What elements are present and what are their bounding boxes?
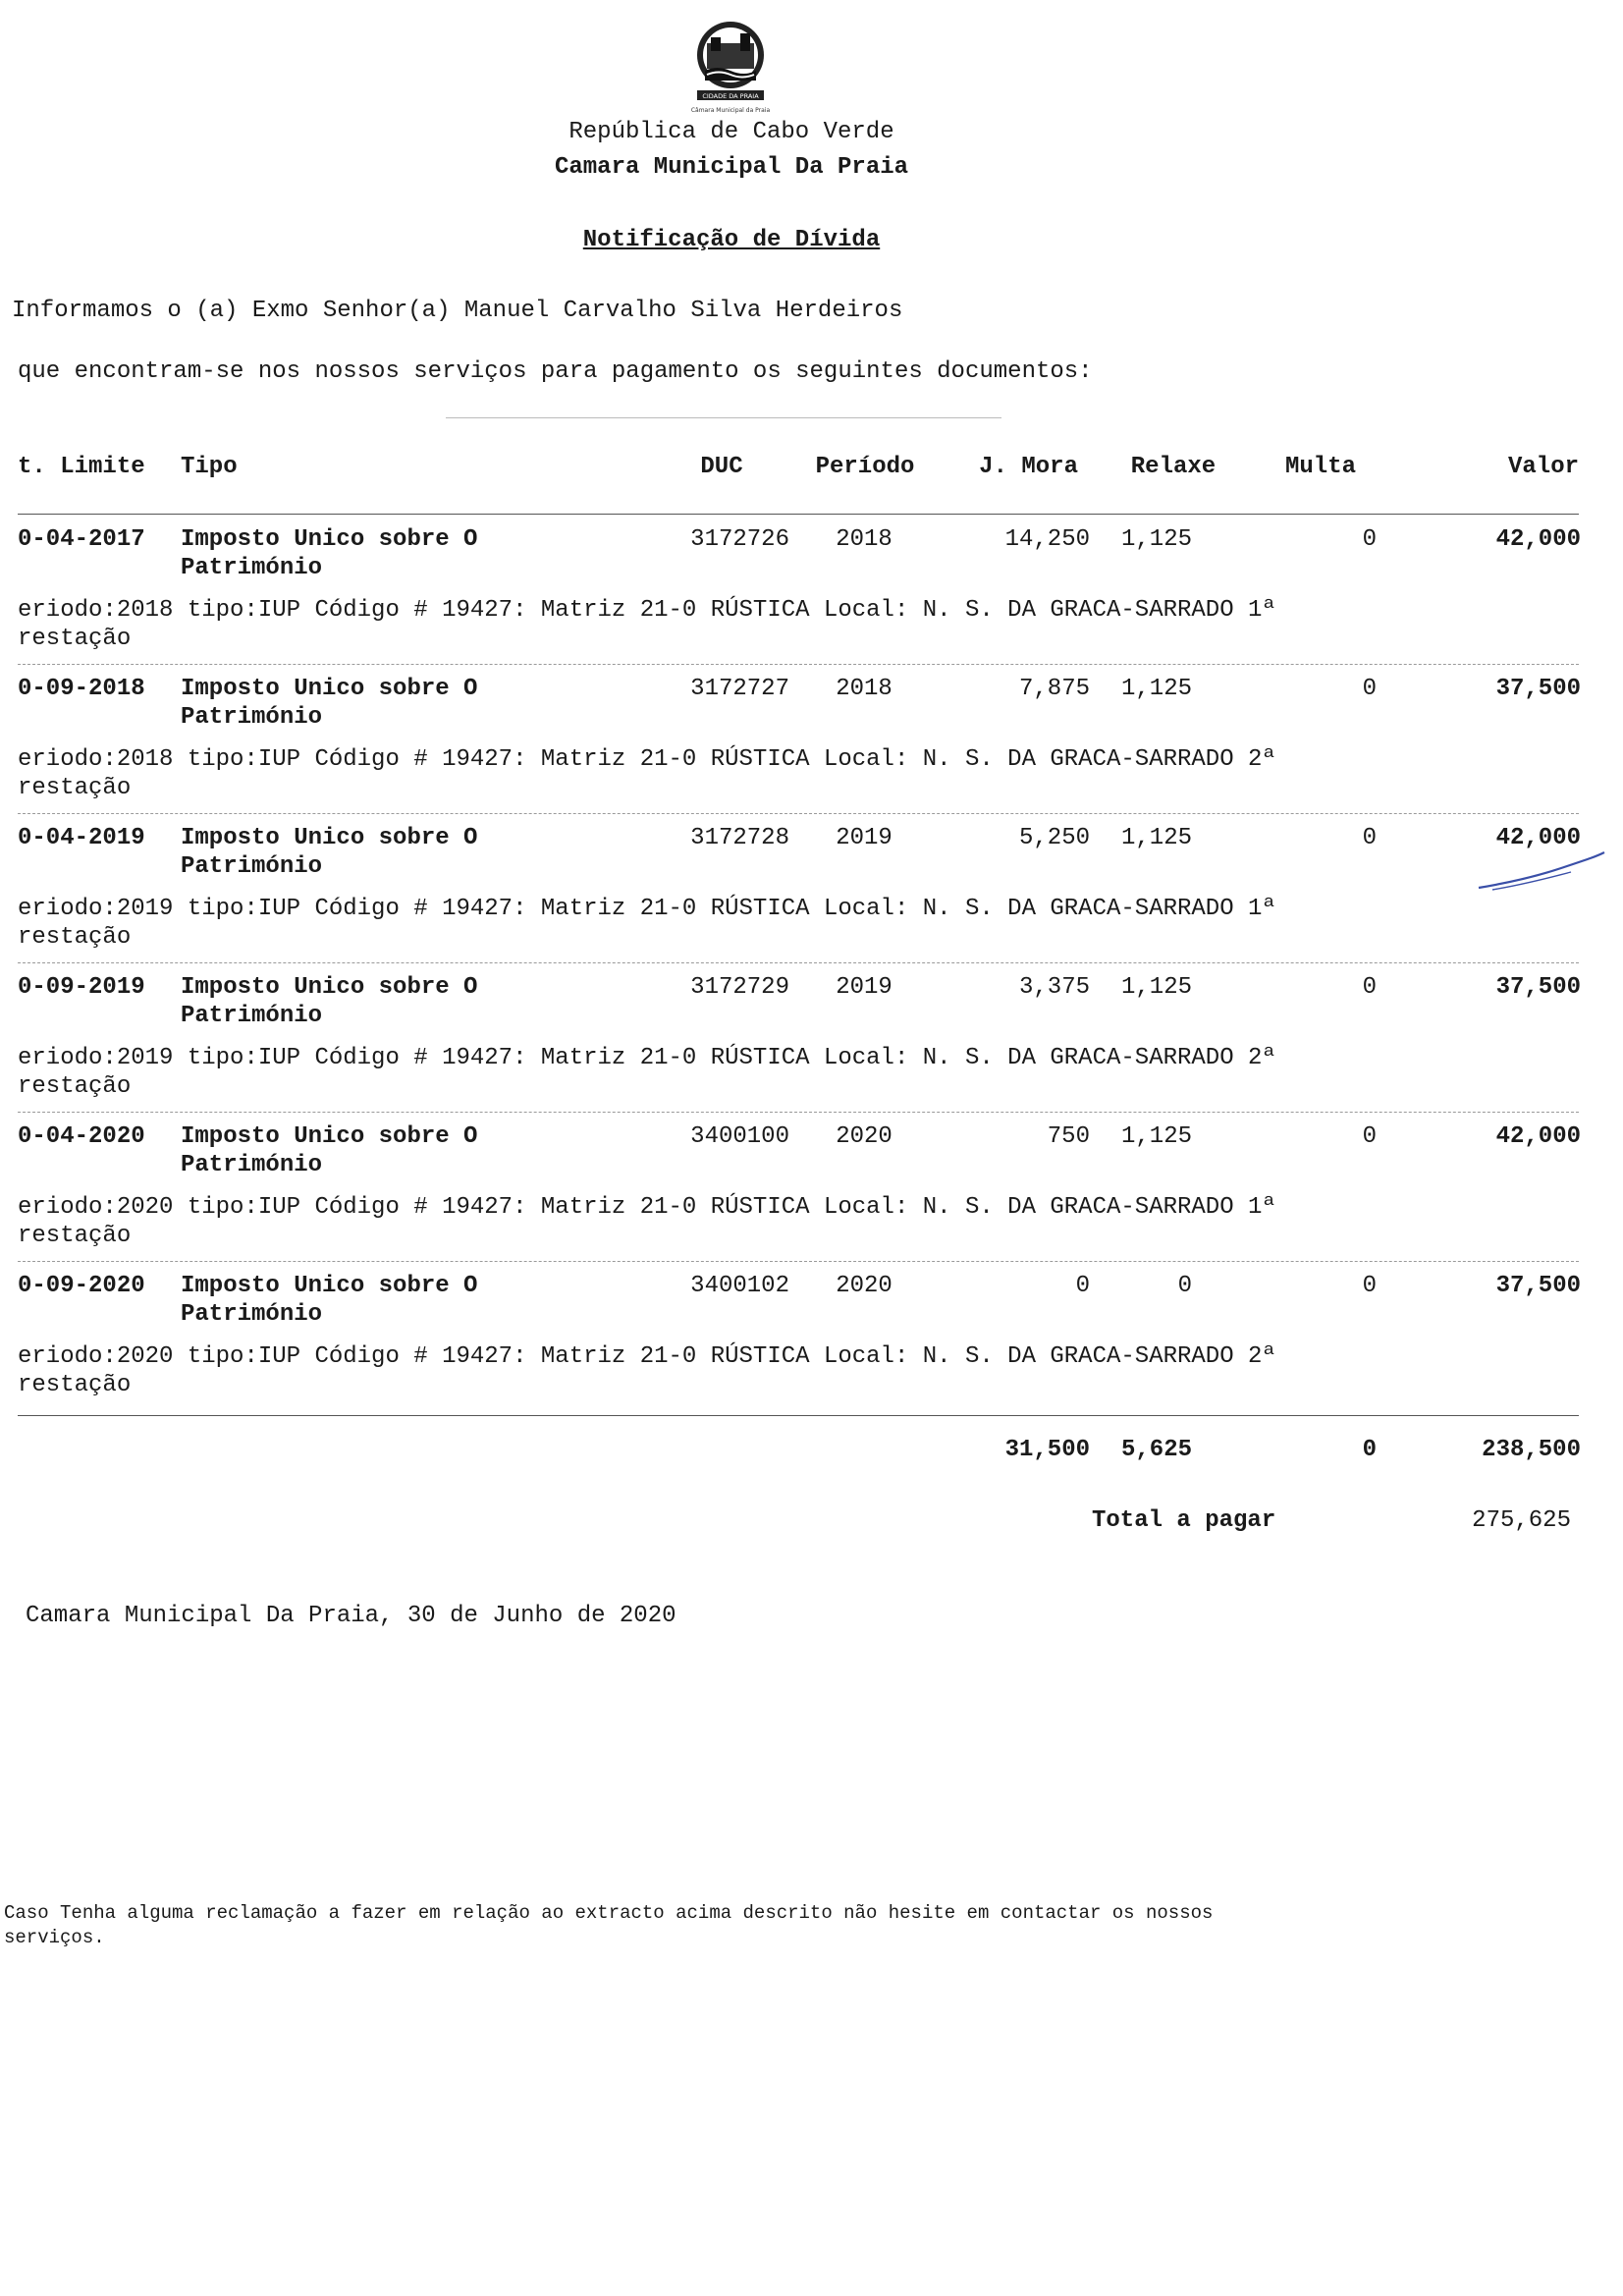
row-duc: 3172728	[690, 825, 789, 851]
document-title: Notificação de Dívida	[582, 227, 881, 253]
row-valor: 42,000	[1495, 825, 1581, 851]
institution-heading: Camara Municipal Da Praia	[554, 154, 909, 181]
row-periodo: 2020	[836, 1123, 893, 1150]
row-periodo: 2018	[836, 676, 893, 702]
col-header-relaxe: Relaxe	[1130, 454, 1217, 480]
row-mora: 750	[1047, 1123, 1090, 1150]
row-relaxe: 1,125	[1120, 1123, 1192, 1150]
row-divider	[18, 664, 1579, 665]
row-description-line2: restação	[18, 626, 132, 652]
row-tipo1: Imposto Unico sobre O	[181, 1273, 478, 1299]
col-header-periodo: Período	[815, 454, 915, 480]
row-tipo1: Imposto Unico sobre O	[181, 526, 478, 553]
row-multa: 0	[1362, 676, 1377, 702]
col-header-tipo: Tipo	[181, 454, 238, 480]
row-valor: 37,500	[1495, 676, 1581, 702]
col-header-limite: t. Limite	[18, 454, 145, 480]
municipal-emblem-logo	[672, 16, 789, 120]
row-tipo-line2: Património	[181, 1152, 323, 1178]
row-relaxe: 1,125	[1120, 825, 1192, 851]
logo-caption-text: Câmara Municipal da Praia	[690, 107, 771, 114]
row-limite: 0-09-2018	[18, 676, 145, 702]
col-header-mora: J. Mora	[979, 454, 1078, 480]
header-divider	[18, 514, 1579, 515]
col-header-valor: Valor	[1507, 454, 1579, 480]
row-periodo: 2018	[836, 526, 893, 553]
complaint-note-line1: Caso Tenha alguma reclamação a fazer em relação ao extracto acima descrito não hesite em contactar os nossos	[4, 1902, 1214, 1924]
intro-divider	[446, 417, 1001, 418]
row-description: eriodo:2019 tipo:IUP Código # 19427: Matriz 21-0 RÚSTICA Local: N. S. DA GRACA-SARRADO 2ª	[18, 1045, 1276, 1071]
pen-signature-mark	[1473, 850, 1610, 896]
total-pay-value: 275,625	[1472, 1507, 1571, 1534]
row-divider	[18, 962, 1579, 963]
row-relaxe: 1,125	[1120, 526, 1192, 553]
total-relaxe: 5,625	[1120, 1437, 1192, 1463]
row-valor: 37,500	[1495, 974, 1581, 1001]
complaint-note-line2: serviços.	[4, 1927, 105, 1948]
row-periodo: 2019	[836, 825, 893, 851]
row-relaxe: 1,125	[1120, 676, 1192, 702]
total-mora: 31,500	[1004, 1437, 1090, 1463]
intro-statement: que encontram-se nos nossos serviços para pagamento os seguintes documentos:	[18, 358, 1093, 385]
row-description: eriodo:2018 tipo:IUP Código # 19427: Matriz 21-0 RÚSTICA Local: N. S. DA GRACA-SARRADO 1ª	[18, 597, 1276, 624]
row-tipo-line2: Património	[181, 704, 323, 731]
republic-heading: República de Cabo Verde	[568, 119, 894, 145]
row-valor: 42,000	[1495, 1123, 1581, 1150]
row-limite: 0-04-2017	[18, 526, 145, 553]
row-description-line2: restação	[18, 1073, 132, 1100]
row-mora: 5,250	[1018, 825, 1090, 851]
row-mora: 14,250	[1004, 526, 1090, 553]
row-description-line2: restação	[18, 1223, 132, 1249]
row-tipo-line2: Património	[181, 1003, 323, 1029]
row-tipo1: Imposto Unico sobre O	[181, 1123, 478, 1150]
row-valor: 42,000	[1495, 526, 1581, 553]
total-valor: 238,500	[1482, 1437, 1581, 1463]
row-duc: 3172727	[690, 676, 789, 702]
row-duc: 3172726	[690, 526, 789, 553]
row-limite: 0-09-2020	[18, 1273, 145, 1299]
total-pay-label: Total a pagar	[1092, 1507, 1276, 1534]
row-description: eriodo:2020 tipo:IUP Código # 19427: Matriz 21-0 RÚSTICA Local: N. S. DA GRACA-SARRADO 1ª	[18, 1194, 1276, 1221]
intro-recipient: Informamos o (a) Exmo Senhor(a) Manuel Carvalho Silva Herdeiros	[12, 298, 903, 324]
row-periodo: 2019	[836, 974, 893, 1001]
row-multa: 0	[1362, 974, 1377, 1001]
row-mora: 3,375	[1018, 974, 1090, 1001]
row-description: eriodo:2018 tipo:IUP Código # 19427: Matriz 21-0 RÚSTICA Local: N. S. DA GRACA-SARRADO 2ª	[18, 746, 1276, 773]
row-mora: 0	[1075, 1273, 1090, 1299]
row-description: eriodo:2020 tipo:IUP Código # 19427: Matriz 21-0 RÚSTICA Local: N. S. DA GRACA-SARRADO 2ª	[18, 1343, 1276, 1370]
row-description-line2: restação	[18, 1372, 132, 1398]
row-multa: 0	[1362, 1273, 1377, 1299]
row-limite: 0-04-2020	[18, 1123, 145, 1150]
col-header-multa: Multa	[1284, 454, 1356, 480]
row-multa: 0	[1362, 526, 1377, 553]
row-divider	[18, 1261, 1579, 1262]
row-tipo1: Imposto Unico sobre O	[181, 825, 478, 851]
row-relaxe: 0	[1177, 1273, 1192, 1299]
row-relaxe: 1,125	[1120, 974, 1192, 1001]
place-and-date: Camara Municipal Da Praia, 30 de Junho de 2020	[26, 1603, 676, 1629]
row-mora: 7,875	[1018, 676, 1090, 702]
row-tipo-line2: Património	[181, 1301, 323, 1328]
totals-divider	[18, 1415, 1579, 1416]
row-multa: 0	[1362, 1123, 1377, 1150]
row-description-line2: restação	[18, 924, 132, 951]
row-limite: 0-04-2019	[18, 825, 145, 851]
row-periodo: 2020	[836, 1273, 893, 1299]
row-duc: 3400102	[690, 1273, 789, 1299]
col-header-duc: DUC	[700, 454, 743, 480]
total-multa: 0	[1362, 1437, 1377, 1463]
row-description: eriodo:2019 tipo:IUP Código # 19427: Matriz 21-0 RÚSTICA Local: N. S. DA GRACA-SARRADO 1ª	[18, 896, 1276, 922]
row-tipo-line2: Património	[181, 853, 323, 880]
row-duc: 3400100	[690, 1123, 789, 1150]
row-tipo-line2: Património	[181, 555, 323, 581]
logo-banner-text: CIDADE DA PRAIA	[702, 92, 759, 100]
row-tipo1: Imposto Unico sobre O	[181, 676, 478, 702]
row-divider	[18, 813, 1579, 814]
row-multa: 0	[1362, 825, 1377, 851]
row-valor: 37,500	[1495, 1273, 1581, 1299]
row-limite: 0-09-2019	[18, 974, 145, 1001]
row-description-line2: restação	[18, 775, 132, 801]
row-duc: 3172729	[690, 974, 789, 1001]
row-tipo1: Imposto Unico sobre O	[181, 974, 478, 1001]
row-divider	[18, 1112, 1579, 1113]
